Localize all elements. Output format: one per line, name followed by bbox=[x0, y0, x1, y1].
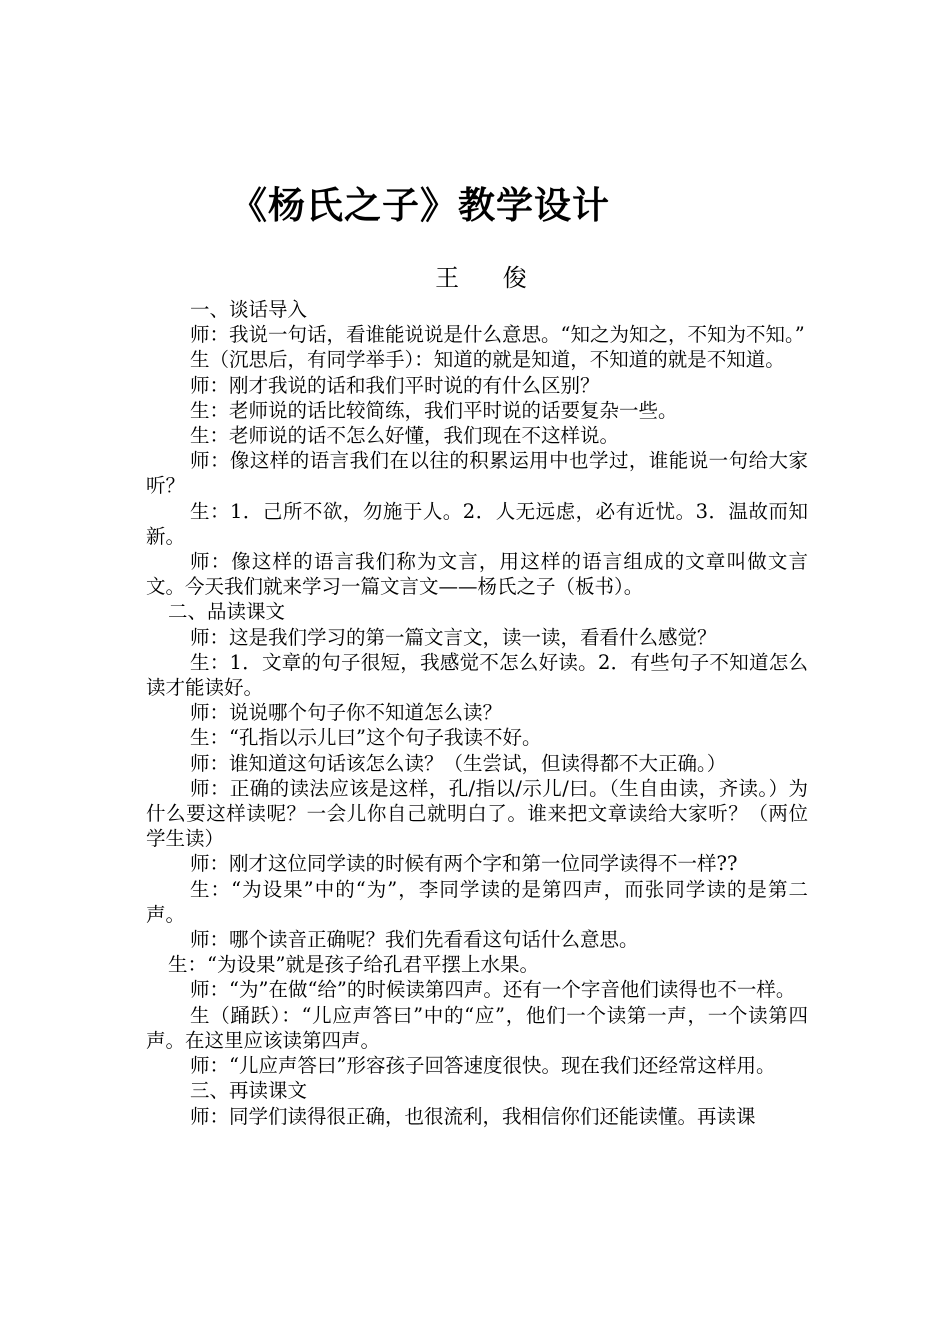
paragraph: 生：“为设果”就是孩子给孔君平摆上水果。 bbox=[168, 953, 539, 977]
paragraph: 生：1．文章的句子很短，我感觉不怎么好读。2．有些句子不知道怎么读才能读好。 bbox=[146, 650, 808, 700]
paragraph: 师：说说哪个句子你不知道怎么读？ bbox=[190, 701, 503, 725]
section-heading: 一、谈话导入 bbox=[190, 298, 308, 321]
paragraph: 师：我说一句话，看谁能说说是什么意思。“知之为知之，不知为不知。” bbox=[190, 323, 805, 347]
paragraph: 生：“为设果”中的“为”，李同学读的是第四声，而张同学读的是第二声。 bbox=[146, 877, 808, 926]
paragraph: 师：“为”在做“给”的时候读第四声。还有一个字音他们读得也不一样。 bbox=[190, 978, 796, 1002]
paragraph: 师：正确的读法应该是这样，孔/指以/示儿/曰。（生自由读，齐读。）为什么要这样读呢？一会儿你自己就明白了。谁来把文章读给大家听？（两位学生读） bbox=[146, 776, 808, 851]
paragraph: 师：“儿应声答曰”形容孩子回答速度很快。现在我们还经常这样用。 bbox=[190, 1054, 776, 1078]
paragraph: 生（踊跃）：“儿应声答曰”中的“应”，他们一个读第一声，一个读第四声。在这里应该读第四声。 bbox=[146, 1003, 808, 1052]
paragraph: 师：刚才我说的话和我们平时说的有什么区别？ bbox=[190, 373, 600, 397]
paragraph: 师：像这样的语言我们称为文言，用这样的语言组成的文章叫做文言文。今天我们就来学习一篇文言文——杨氏之子（板书）。 bbox=[146, 550, 808, 599]
paragraph: 师：刚才这位同学读的时候有两个字和第一位同学读得不一样?? bbox=[190, 852, 738, 876]
document-body bbox=[146, 297, 808, 1129]
paragraph: 师：像这样的语言我们在以往的积累运用中也学过，谁能说一句给大家听？ bbox=[146, 449, 808, 498]
author-name: 王 俊 bbox=[435, 264, 545, 292]
paragraph: 生：老师说的话不怎么好懂，我们现在不这样说。 bbox=[190, 424, 620, 448]
section-heading: 二、品读课文 bbox=[168, 600, 286, 624]
section-heading: 三、再读课文 bbox=[190, 1079, 308, 1103]
paragraph: 师：谁知道这句话该怎么读？（生尝试，但读得都不大正确。） bbox=[190, 751, 727, 775]
paragraph: 师：这是我们学习的第一篇文言文，读一读，看看什么感觉？ bbox=[190, 625, 717, 649]
paragraph: 师：同学们读得很正确，也很流利，我相信你们还能读懂。再读课 bbox=[190, 1104, 756, 1128]
paragraph: 师：哪个读音正确呢？我们先看看这句话什么意思。 bbox=[190, 928, 639, 952]
document-title: 《杨氏之子》教学设计 bbox=[230, 184, 610, 227]
paragraph: 生：老师说的话比较简练，我们平时说的话要复杂一些。 bbox=[190, 398, 678, 422]
paragraph: 生：1．己所不欲，勿施于人。2．人无远虑，必有近忧。3．温故而知新。 bbox=[146, 499, 808, 548]
paragraph: 生：“孔指以示儿曰”这个句子我读不好。 bbox=[190, 726, 542, 750]
paragraph: 生（沉思后，有同学举手）：知道的就是知道，不知道的就是不知道。 bbox=[190, 348, 785, 372]
